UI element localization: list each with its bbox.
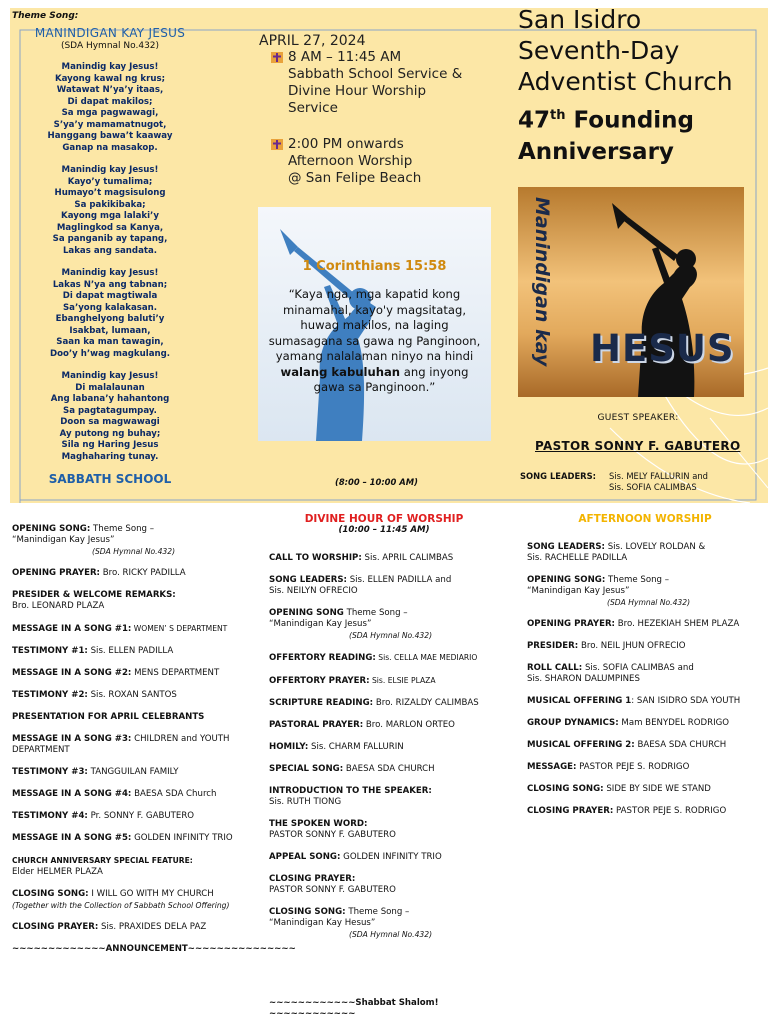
program-item: INTRODUCTION TO THE SPEAKER: Sis. RUTH TIONG: [269, 786, 432, 807]
svg-text:Manindigan kay: Manindigan kay: [531, 197, 553, 367]
event-morning: [273, 49, 513, 117]
program-item: APPEAL SONG: GOLDEN INFINITY TRIO: [269, 852, 442, 862]
hymn-stanza-2: Manindig kay Jesus! Kayo’y tumalima; Humayo’t magsisulong Sa pakikibaka; Kayong mga lalaki’y Maglingkod sa Kanya, Sa panganib ay tapang, Lakas ang sandata.: [52, 165, 168, 256]
program-item: THE SPOKEN WORD: PASTOR SONNY F. GABUTERO: [269, 819, 396, 840]
program-item: CLOSING SONG: SIDE BY SIDE WE STAND: [527, 784, 711, 794]
cross-icon: [271, 52, 283, 63]
divine-hour-title: DIVINE HOUR OF WORSHIP: [304, 513, 464, 525]
program-item: TESTIMONY #3: TANGGUILAN FAMILY: [12, 767, 179, 777]
theme-song-label: Theme Song:: [12, 11, 79, 21]
sabbath-school-heading: SABBATH SCHOOL: [48, 472, 172, 486]
program-item: CLOSING PRAYER: PASTOR PEJE S. RODRIGO: [527, 806, 727, 816]
program-item: MUSICAL OFFERING 1: SAN ISIDRO SDA YOUTH: [527, 696, 741, 706]
sabbath-school-time: (8:00 – 10:00 AM): [335, 477, 418, 487]
program-item: OFFERTORY READING: Sis. CELLA MAE MEDIARIO: [269, 653, 478, 663]
program-item: PRESIDER: Bro. NEIL JHUN OFRECIO: [527, 641, 686, 651]
ss-song-leaders-names: Sis. MELY FALLURIN and Sis. SOFIA CALIMBAS: [609, 471, 708, 492]
divine-hour-program: [269, 514, 499, 1020]
event-afternoon-text: 2:00 PM onwards Afternoon Worship @ San Felipe Beach: [288, 136, 422, 186]
program-item: CLOSING SONG: Theme Song – “Manindigan Kay Hesus” (SDA Hymnal No.432): [269, 907, 433, 939]
program-item: ROLL CALL: Sis. SOFIA CALIMBAS and Sis. SHARON DALUMPINES: [527, 663, 694, 684]
program-item: MUSICAL OFFERING 2: BAESA SDA CHURCH: [527, 740, 727, 750]
guest-speaker-name: PASTOR SONNY F. GABUTERO: [535, 439, 741, 453]
program-item: CALL TO WORSHIP: Sis. APRIL CALIMBAS: [269, 553, 454, 563]
hymn-stanza-1: Manindig kay Jesus! Kayong kawal ng krus; Watawat N’ya’y itaas, Di dapat makilos; Sa mga pagwawagi, S’ya’y mamamatnugot, Hanggang bawa’t kaaway Ganap na masakop.: [47, 62, 173, 153]
program-item: TESTIMONY #1: Sis. ELLEN PADILLA: [12, 646, 174, 656]
program-item: OFFERTORY PRAYER: Sis. ELSIE PLAZA: [269, 676, 436, 686]
hymn-number: (SDA Hymnal No.432): [60, 41, 160, 51]
program-item: ~~~~~~~~~~~~~ANNOUNCEMENT~~~~~~~~~~~~~~~: [12, 944, 296, 954]
program-item: MESSAGE IN A SONG #1: WOMEN’ S DEPARTMENT: [12, 624, 228, 634]
program-item: MESSAGE: PASTOR PEJE S. RODRIGO: [527, 762, 690, 772]
program-item: CLOSING PRAYER: PASTOR SONNY F. GABUTERO: [269, 874, 396, 895]
afternoon-title: AFTERNOON WORSHIP: [578, 513, 712, 525]
poster-side-text: [528, 193, 558, 383]
program-item: MESSAGE IN A SONG #3: CHILDREN and YOUTH DEPARTMENT: [12, 734, 230, 755]
program-item: TESTIMONY #2: Sis. ROXAN SANTOS: [12, 690, 177, 700]
program-item: OPENING SONG Theme Song – “Manindigan Kay Jesus” (SDA Hymnal No.432): [269, 608, 433, 640]
ss-song-leaders-label: SONG LEADERS:: [520, 471, 596, 481]
verse-text: “Kaya nga, mga kapatid kong minamahal, kayo'y magsitatag, huwag makilos, na laging sumasagana sa gawa ng Panginoon, yamang nalalaman ninyo na hindi walang kabuluhan ang inyong gawa sa Panginoon.”: [268, 287, 481, 394]
guest-speaker-label: GUEST SPEAKER:: [597, 413, 679, 423]
sabbath-school-program: [12, 514, 296, 955]
program-item: TESTIMONY #4: Pr. SONNY F. GABUTERO: [12, 811, 195, 821]
program-item: OPENING SONG: Theme Song – “Manindigan Kay Jesus” (SDA Hymnal No.432): [527, 575, 691, 607]
program-item: MESSAGE IN A SONG #4: BAESA SDA Church: [12, 789, 217, 799]
anniversary-title: 47th Founding Anniversary: [518, 107, 695, 165]
theme-poster: [518, 187, 744, 397]
church-name: San Isidro Seventh-Day Adventist Church: [518, 5, 733, 96]
event-afternoon: [273, 136, 513, 187]
program-item: SPECIAL SONG: BAESA SDA CHURCH: [269, 764, 435, 774]
program-item: OPENING PRAYER: Bro. HEZEKIAH SHEM PLAZA: [527, 619, 740, 629]
program-item: HOMILY: Sis. CHARM FALLURIN: [269, 742, 404, 752]
poster-main-text: HESUS: [590, 327, 735, 370]
cross-icon: [271, 139, 283, 150]
program-item: CLOSING SONG: I WILL GO WITH MY CHURCH (Together with the Collection of Sabbath School Offering): [12, 889, 230, 910]
hymn-stanza-3: Manindig kay Jesus! Lakas N’ya ang tabnan; Di dapat magtiwala Sa’yong kalakasan. Ebanghelyong baluti’y Isakbat, lumaan, Saan ka man tawagin, Doo’y h’wag magkulang.: [49, 268, 171, 359]
hymn-stanza-4: Manindig kay Jesus! Di malalaunan Ang labana’y hahantong Sa pagtatagumpay. Doon sa magwawagi Ay putong ng buhay; Sila ng Haring Jesus Maghaharing tunay.: [50, 371, 170, 462]
program-item: MESSAGE IN A SONG #2: MENS DEPARTMENT: [12, 668, 220, 678]
program-item: CHURCH ANNIVERSARY SPECIAL FEATURE: Elder HELMER PLAZA: [12, 856, 193, 877]
afternoon-program: [527, 514, 763, 817]
divine-hour-time: (10:00 – 11:45 AM): [338, 525, 430, 535]
event-date: APRIL 27, 2024: [259, 33, 366, 49]
program-item: OPENING PRAYER: Bro. RICKY PADILLA: [12, 568, 186, 578]
program-item: MESSAGE IN A SONG #5: GOLDEN INFINITY TRIO: [12, 833, 233, 843]
program-item: PASTORAL PRAYER: Bro. MARLON ORTEO: [269, 720, 455, 730]
program-item: PRESENTATION FOR APRIL CELEBRANTS: [12, 712, 205, 722]
program-item: PRESIDER & WELCOME REMARKS: Bro. LEONARD PLAZA: [12, 590, 176, 611]
program-item: GROUP DYNAMICS: Mam BENYDEL RODRIGO: [527, 718, 730, 728]
verse-reference: 1 Corinthians 15:58: [302, 259, 447, 274]
shabbat-shalom: ~~~~~~~~~~~~Shabbat Shalom! ~~~~~~~~~~~~: [269, 998, 439, 1019]
hymn-lyrics: [16, 26, 204, 463]
program-item: SONG LEADERS: Sis. LOVELY ROLDAN & Sis. RACHELLE PADILLA: [527, 542, 706, 563]
program-item: CLOSING PRAYER: Sis. PRAXIDES DELA PAZ: [12, 922, 207, 932]
program-item: SONG LEADERS: Sis. ELLEN PADILLA and Sis. NEILYN OFRECIO: [269, 575, 452, 596]
event-morning-text: 8 AM – 11:45 AM Sabbath School Service & Divine Hour Worship Service: [288, 49, 463, 116]
program-item: OPENING SONG: Theme Song – “Manindigan Kay Jesus” (SDA Hymnal No.432): [12, 524, 176, 556]
verse-card: [258, 207, 491, 441]
hymn-title: MANINDIGAN KAY JESUS: [34, 26, 186, 40]
program-item: SCRIPTURE READING: Bro. RIZALDY CALIMBAS: [269, 698, 479, 708]
